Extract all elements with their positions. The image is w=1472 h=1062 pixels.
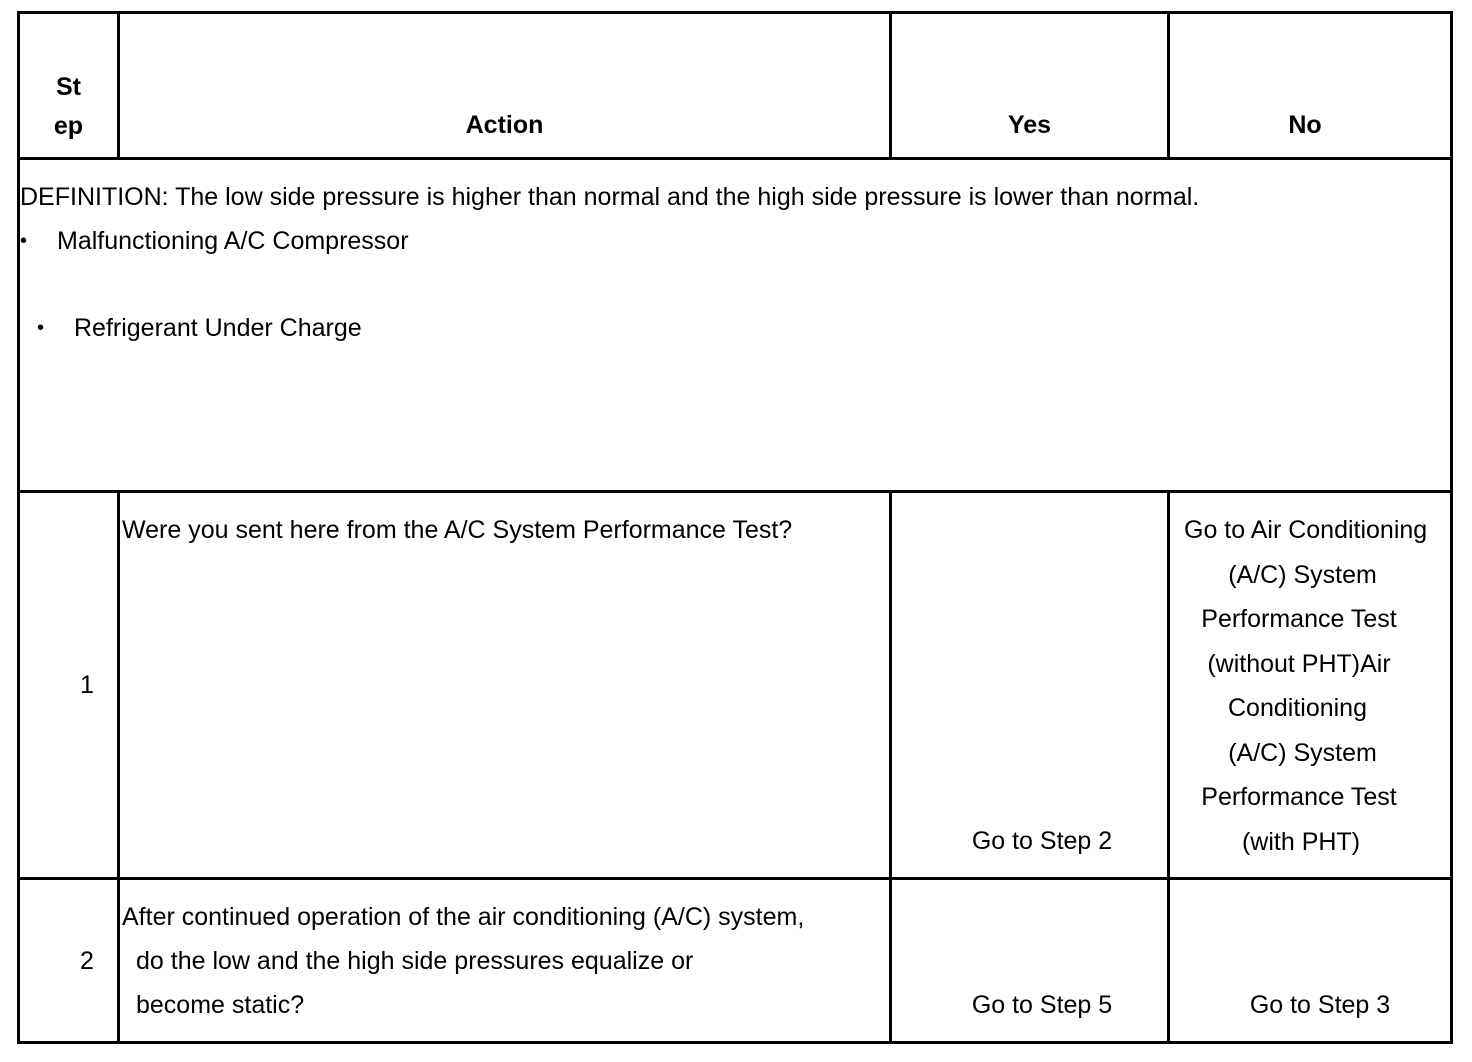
definition-text: DEFINITION: The low side pressure is higher than normal and the high side pressure is lower than normal. <box>20 183 1200 211</box>
no-result <box>1170 508 1435 864</box>
row-divider <box>17 877 1453 880</box>
column-divider <box>117 490 120 1044</box>
no-result-line: Conditioning <box>1228 694 1367 722</box>
action-text: become static? <box>136 991 305 1019</box>
header-step-line2: ep <box>53 111 84 140</box>
no-result-line: (A/C) System <box>1228 738 1377 767</box>
step-number: 2 <box>80 947 94 975</box>
header-step <box>20 65 117 148</box>
action-text: Were you sent here from the A/C System Performance Test? <box>122 516 793 544</box>
header-action: Action <box>465 111 544 139</box>
no-result: Go to Step 3 <box>1249 991 1391 1019</box>
step-number: 1 <box>80 671 94 699</box>
no-result-line: (without PHT)Air <box>1207 649 1391 678</box>
header-step-line1: St <box>56 73 81 101</box>
no-result-line: (with PHT) <box>1241 827 1361 856</box>
no-result-line: (A/C) System <box>1228 560 1377 589</box>
yes-result: Go to Step 5 <box>971 991 1113 1019</box>
header-yes: Yes <box>1007 111 1052 139</box>
no-result-line: Performance Test <box>1201 605 1397 633</box>
column-divider <box>889 490 892 1044</box>
action-text: After continued operation of the air conditioning (A/C) system, <box>122 903 805 931</box>
header-divider <box>17 157 1453 160</box>
yes-result: Go to Step 2 <box>971 827 1113 855</box>
definition-divider <box>17 490 1453 493</box>
bullet-symbol: • <box>37 317 45 339</box>
no-result-line: Performance Test <box>1201 783 1397 811</box>
bullet-symbol: • <box>20 230 28 252</box>
header-no: No <box>1288 111 1322 139</box>
action-text: do the low and the high side pressures equalize or <box>136 947 694 975</box>
no-result-line: Go to Air Conditioning <box>1184 516 1428 544</box>
bullet-item: Malfunctioning A/C Compressor <box>57 227 409 255</box>
bullet-item: Refrigerant Under Charge <box>74 314 362 342</box>
